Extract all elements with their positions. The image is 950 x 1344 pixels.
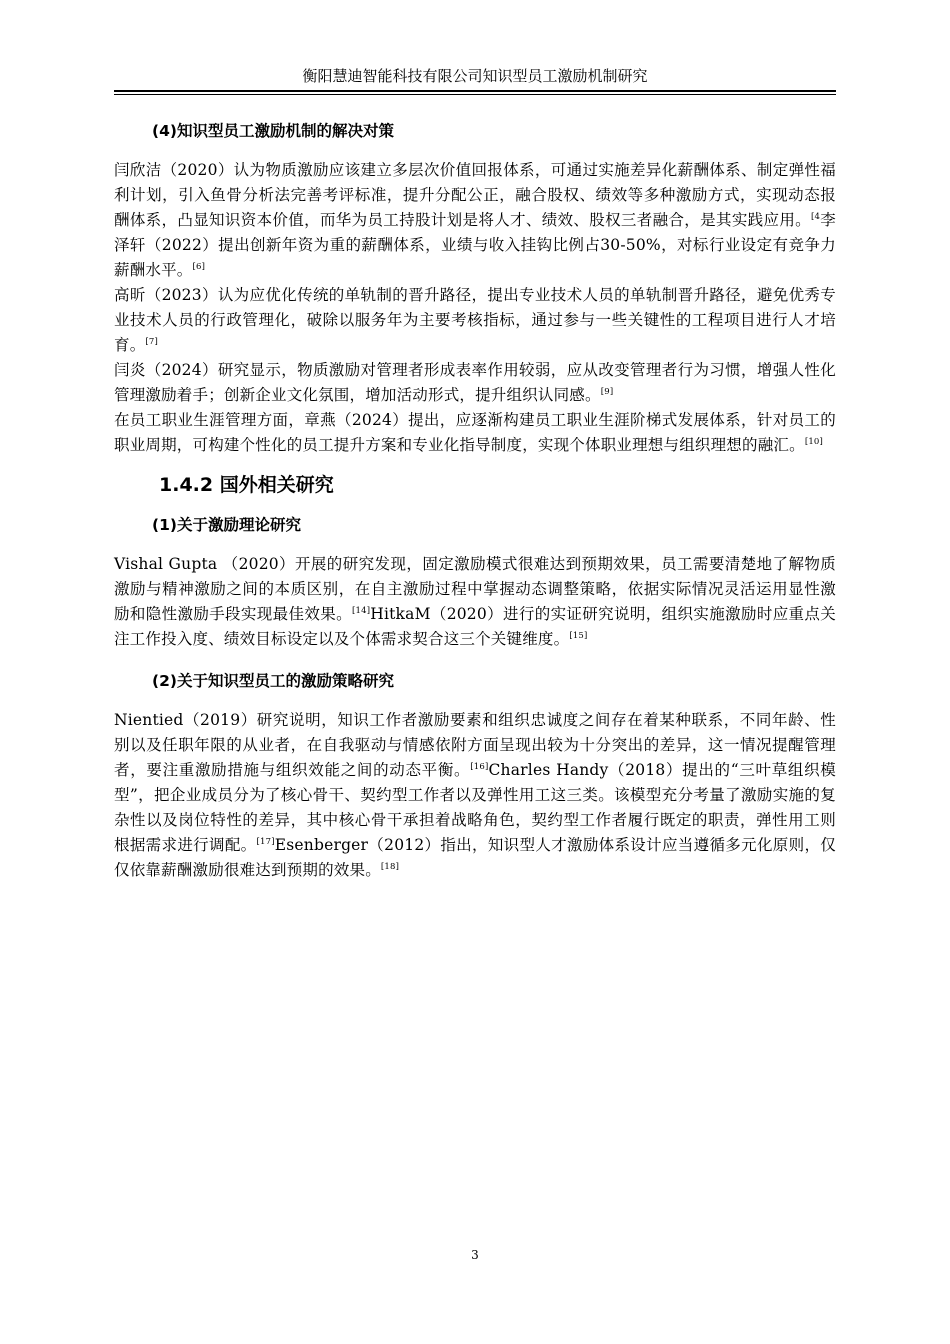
paragraph-text: 李泽轩（2022）提出创新年资为重的薪酬体系，业绩与收入挂钩比例占30-50%，对标行业设定有竞争力薪酬水平。	[114, 211, 836, 279]
paragraph-text: 高昕（2023）认为应优化传统的单轨制的晋升路径，提出专业技术人员的单轨制晋升路径，避免优秀专业技术人员的行政管理化，破除以服务年为主要考核指标，通过参与一些关键性的工程项目进行人才培育。	[114, 286, 836, 354]
citation: [16]	[470, 762, 489, 773]
citation: [18]	[380, 862, 400, 873]
header-rule	[114, 90, 836, 92]
paragraph-5	[114, 552, 836, 652]
page-number: 3	[471, 1248, 479, 1262]
subheading-incentive-theory: (1)关于激励理论研究	[152, 516, 301, 534]
paragraph-text: Nientied（2019）研究说明，知识工作者激励要素和组织忠诚度之间存在着某种联系，不同年龄、性别以及任职年限的从业者，在自我驱动与情感依附方面呈现出较为十分突出的差异，这一情况提醒管理者，要注重激励措施与组织效能之间的动态平衡。	[114, 711, 836, 779]
paragraph-6	[114, 708, 836, 883]
paragraph-4	[114, 408, 836, 458]
paragraph-text: Vishal Gupta （2020）开展的研究发现，固定激励模式很难达到预期效果，员工需要清楚地了解物质激励与精神激励之间的本质区别，在自主激励过程中掌握动态调整策略，依据实际情况灵活运用显性激励和隐性激励手段实现最佳效果。	[114, 555, 836, 623]
citation: [9]	[600, 387, 614, 398]
section-heading-foreign-research: 1.4.2 国外相关研究	[159, 474, 334, 496]
citation: [15]	[569, 631, 588, 642]
subheading-incentive-strategy: (2)关于知识型员工的激励策略研究	[152, 672, 394, 690]
citation: [10]	[804, 437, 824, 448]
header-rule-thin	[114, 94, 836, 95]
paragraph-text: 闫炎（2024）研究显示，物质激励对管理者形成表率作用较弱，应从改变管理者行为习惯，增强人性化管理激励着手；创新企业文化氛围，增加活动形式，提升组织认同感。	[114, 361, 836, 404]
paragraph-text: HitkaM（2020）进行的实证研究说明，组织实施激励时应重点关注工作投入度、绩效目标设定以及个体需求契合这三个关键维度。	[114, 605, 836, 648]
paragraph-2	[114, 283, 836, 358]
citation: [17]	[256, 837, 275, 848]
citation: [7]	[145, 337, 159, 348]
paragraph-text: Charles Handy（2018）提出的“三叶草组织模型”，把企业成员分为了核心骨干、契约型工作者以及弹性用工这三类。该模型充分考量了激励实施的复杂性以及岗位特性的差异，其中核心骨干承担着战略角色，契约型工作者履行既定的职责，弹性用工则根据需求进行调配。	[114, 761, 836, 854]
citation: [6]	[192, 262, 206, 273]
page-content	[114, 118, 836, 883]
subheading-solutions: (4)知识型员工激励机制的解决对策	[152, 122, 394, 140]
paragraph-1	[114, 158, 836, 283]
citation: [4	[811, 212, 821, 223]
citation: [14]	[352, 606, 371, 617]
paragraph-text: 闫欣洁（2020）认为物质激励应该建立多层次价值回报体系，可通过实施差异化薪酬体系、制定弹性福利计划，引入鱼骨分析法完善考评标准，提升分配公正，融合股权、绩效等多种激励方式，实现动态报酬体系，凸显知识资本价值，而华为员工持股计划是将人才、绩效、股权三者融合，是其实践应用。	[114, 161, 836, 229]
paragraph-text: 在员工职业生涯管理方面，章燕（2024）提出，应逐渐构建员工职业生涯阶梯式发展体系，针对员工的职业周期，可构建个性化的员工提升方案和专业化指导制度，实现个体职业理想与组织理想的融汇。	[114, 411, 836, 454]
paragraph-3	[114, 358, 836, 408]
page-header: 衡阳慧迪智能科技有限公司知识型员工激励机制研究	[302, 67, 648, 85]
paragraph-text: Esenberger（2012）指出，知识型人才激励体系设计应当遵循多元化原则，仅仅依靠薪酬激励很难达到预期的效果。	[114, 836, 836, 879]
